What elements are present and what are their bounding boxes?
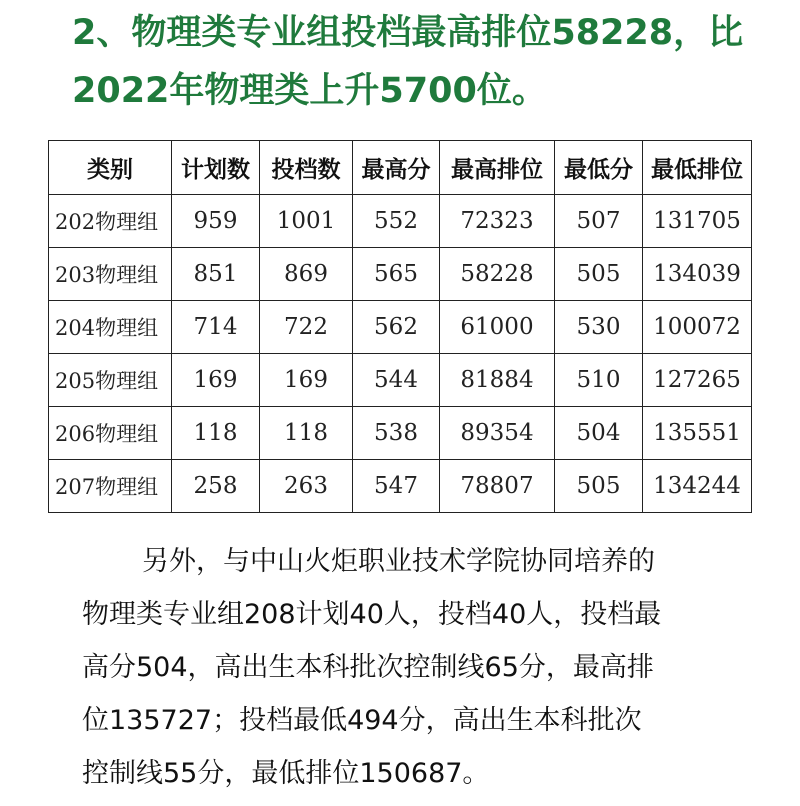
cell-max-score: 538 xyxy=(353,407,440,460)
cell-max-rank: 72323 xyxy=(440,195,555,248)
body-paragraph xyxy=(82,535,782,800)
cell-admitted: 722 xyxy=(260,301,353,354)
cell-min-score: 505 xyxy=(555,248,643,301)
cell-max-score: 565 xyxy=(353,248,440,301)
section-heading xyxy=(72,4,762,120)
cell-min-rank: 131705 xyxy=(643,195,752,248)
cell-plan: 851 xyxy=(172,248,260,301)
paragraph-line: 控制线55分，最低排位150687。 xyxy=(82,758,490,789)
cell-plan: 714 xyxy=(172,301,260,354)
column-header-category: 类别 xyxy=(49,141,172,195)
paragraph-line: 位135727；投档最低494分，高出生本科批次 xyxy=(82,705,642,736)
cell-category: 206物理组 xyxy=(49,407,172,460)
cell-plan: 258 xyxy=(172,460,260,513)
paragraph-line: 另外，与中山火炬职业技术学院协同培养的 xyxy=(142,546,655,577)
column-header-min-rank: 最低排位 xyxy=(643,141,752,195)
cell-admitted: 1001 xyxy=(260,195,353,248)
cell-admitted: 169 xyxy=(260,354,353,407)
cell-admitted: 869 xyxy=(260,248,353,301)
column-header-admitted: 投档数 xyxy=(260,141,353,195)
cell-min-score: 530 xyxy=(555,301,643,354)
cell-plan: 959 xyxy=(172,195,260,248)
cell-max-score: 562 xyxy=(353,301,440,354)
cell-max-rank: 61000 xyxy=(440,301,555,354)
table-row xyxy=(49,301,752,354)
cell-max-rank: 78807 xyxy=(440,460,555,513)
cell-plan: 118 xyxy=(172,407,260,460)
table-row xyxy=(49,195,752,248)
column-header-plan: 计划数 xyxy=(172,141,260,195)
column-header-max-score: 最高分 xyxy=(353,141,440,195)
cell-min-rank: 134244 xyxy=(643,460,752,513)
cell-max-rank: 81884 xyxy=(440,354,555,407)
cell-min-score: 504 xyxy=(555,407,643,460)
table-row xyxy=(49,248,752,301)
cell-min-rank: 127265 xyxy=(643,354,752,407)
paragraph-line: 物理类专业组208计划40人，投档40人，投档最 xyxy=(82,599,662,630)
cell-min-score: 510 xyxy=(555,354,643,407)
cell-category: 207物理组 xyxy=(49,460,172,513)
cell-max-score: 547 xyxy=(353,460,440,513)
cell-max-rank: 89354 xyxy=(440,407,555,460)
cell-min-rank: 135551 xyxy=(643,407,752,460)
cell-max-score: 552 xyxy=(353,195,440,248)
cell-min-score: 507 xyxy=(555,195,643,248)
heading-line-2: 2022年物理类上升5700位。 xyxy=(72,71,547,111)
cell-category: 205物理组 xyxy=(49,354,172,407)
cell-min-score: 505 xyxy=(555,460,643,513)
table-header-row xyxy=(49,141,752,195)
table-row xyxy=(49,460,752,513)
table-row xyxy=(49,407,752,460)
cell-max-rank: 58228 xyxy=(440,248,555,301)
heading-line-1: 2、物理类专业组投档最高排位58228，比 xyxy=(72,13,744,53)
column-header-min-score: 最低分 xyxy=(555,141,643,195)
paragraph-line: 高分504，高出生本科批次控制线65分，最高排 xyxy=(82,652,654,683)
cell-min-rank: 134039 xyxy=(643,248,752,301)
admission-table xyxy=(48,140,752,513)
cell-min-rank: 100072 xyxy=(643,301,752,354)
column-header-max-rank: 最高排位 xyxy=(440,141,555,195)
cell-plan: 169 xyxy=(172,354,260,407)
cell-admitted: 263 xyxy=(260,460,353,513)
cell-admitted: 118 xyxy=(260,407,353,460)
cell-category: 202物理组 xyxy=(49,195,172,248)
cell-category: 204物理组 xyxy=(49,301,172,354)
table-row xyxy=(49,354,752,407)
cell-max-score: 544 xyxy=(353,354,440,407)
cell-category: 203物理组 xyxy=(49,248,172,301)
